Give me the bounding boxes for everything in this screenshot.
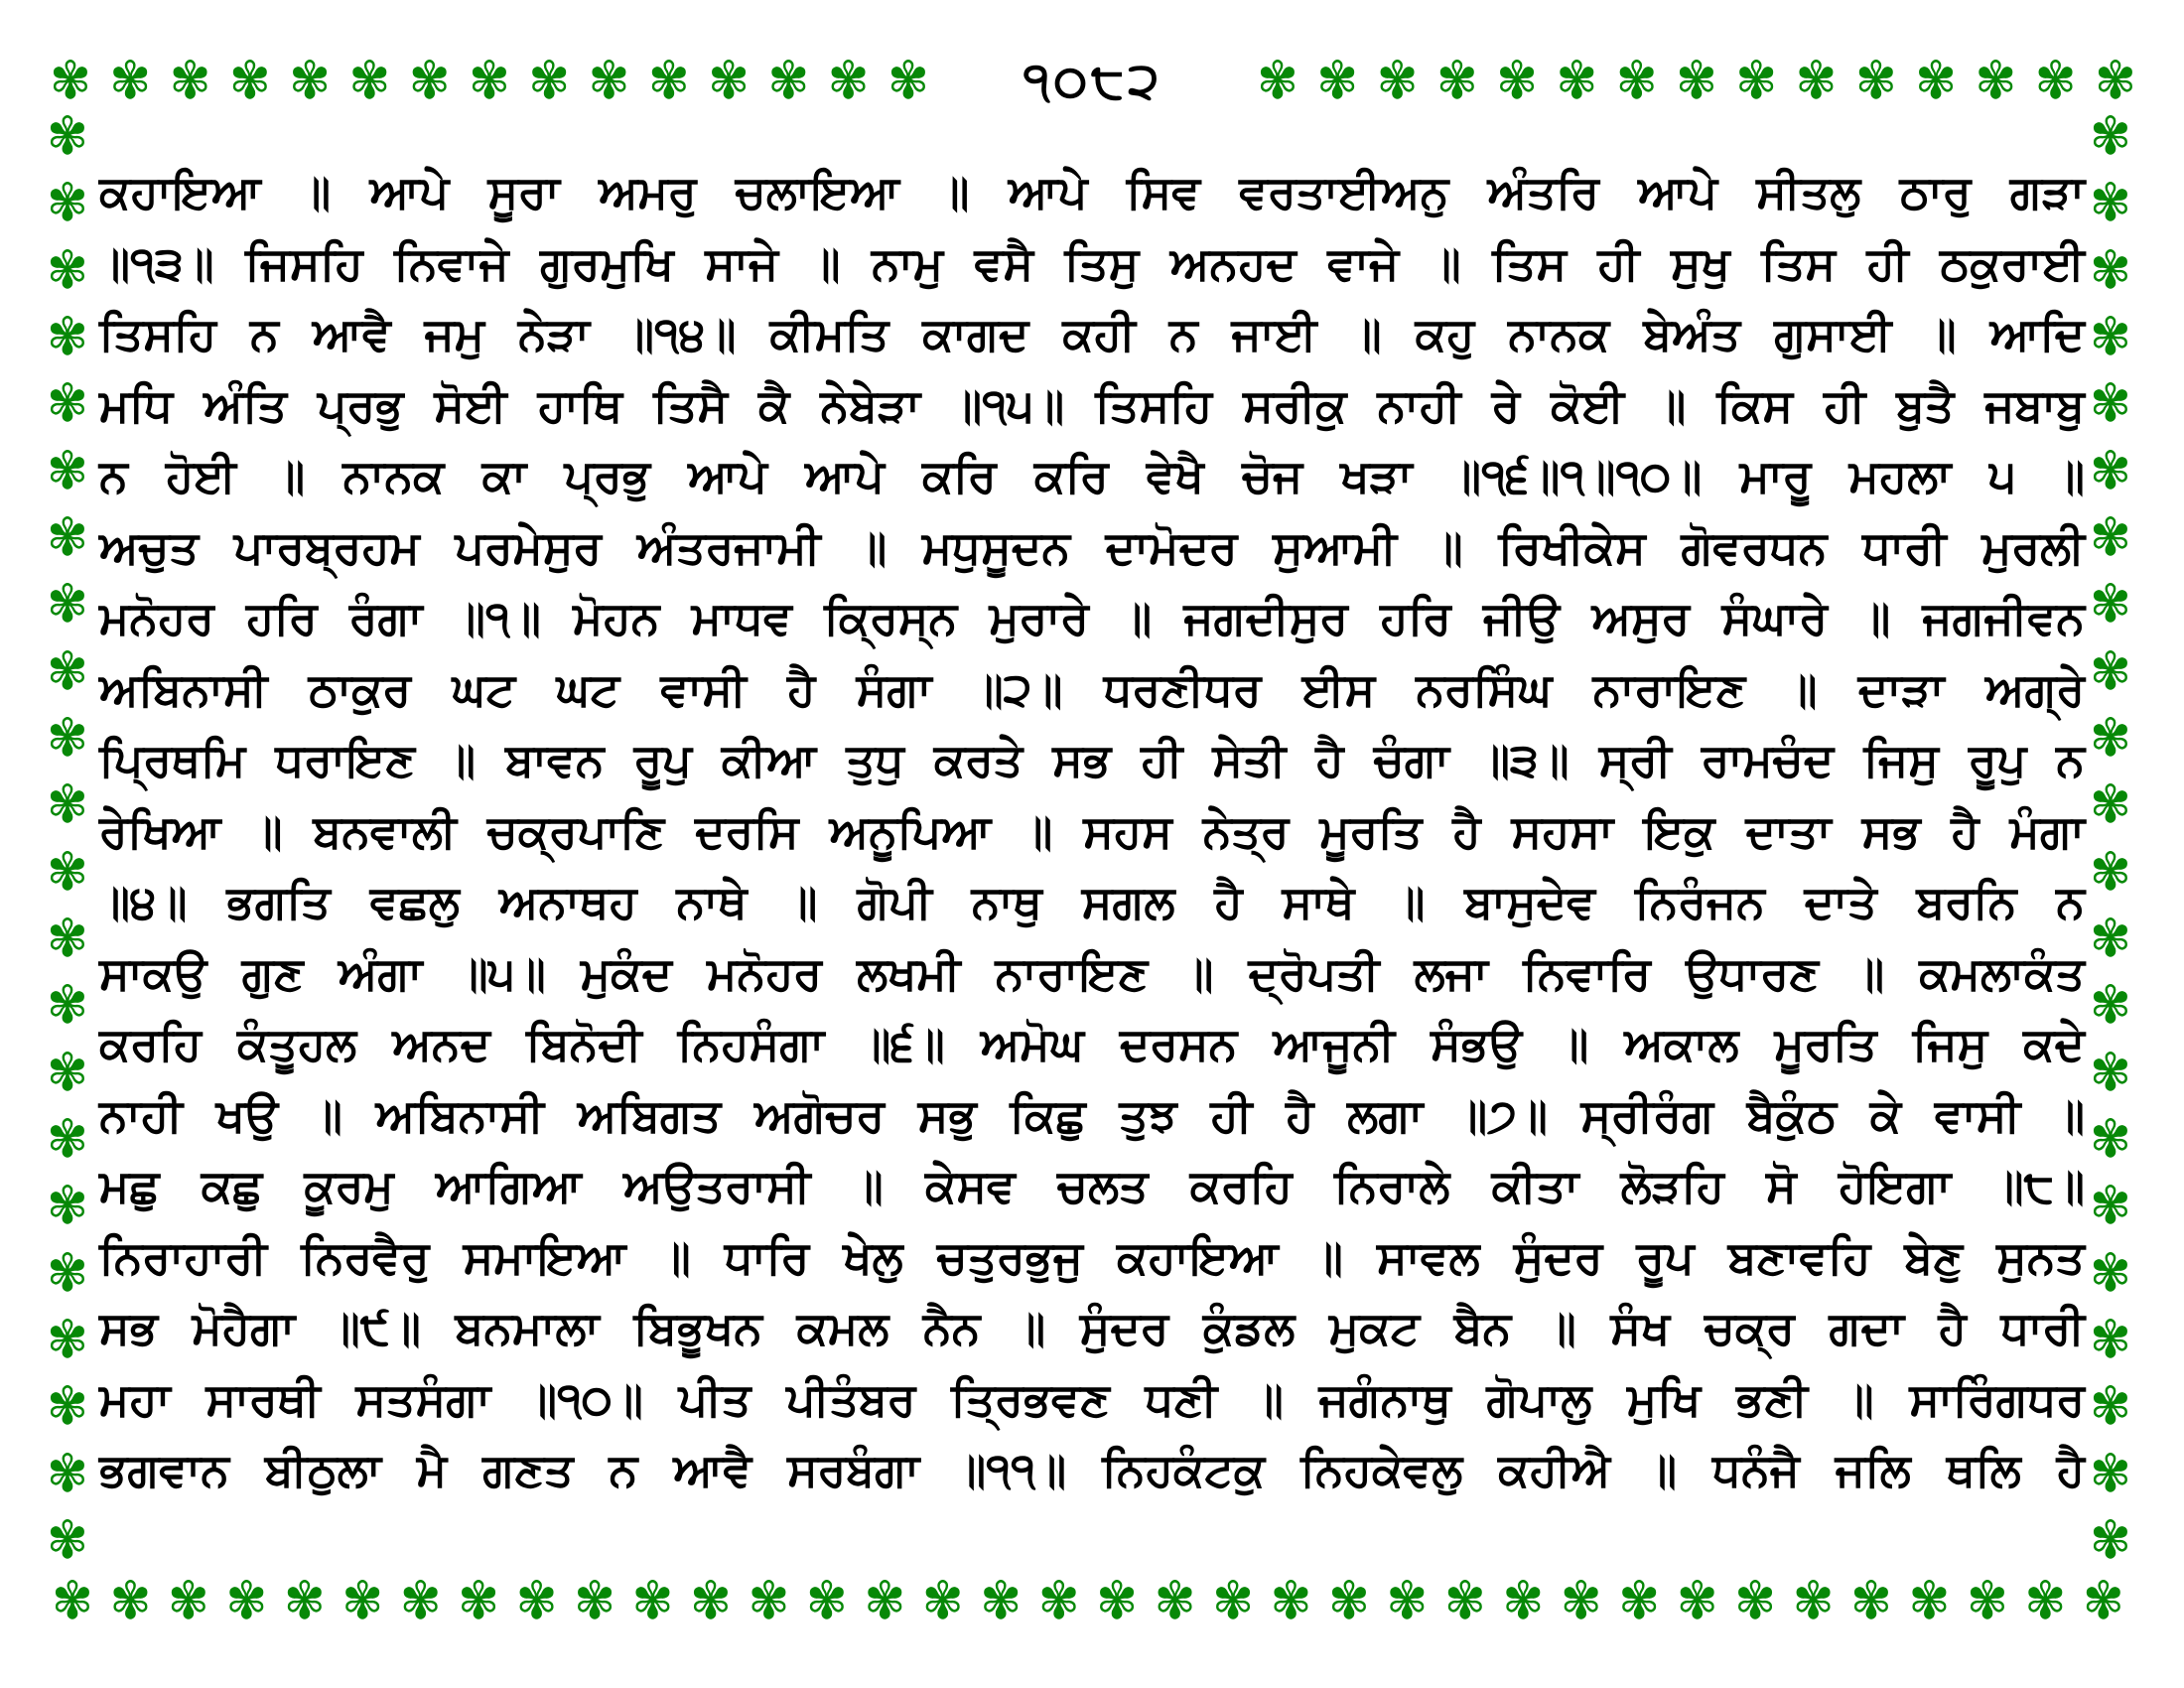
- flower-icon: ✾: [2090, 506, 2131, 568]
- flower-icon: ✾: [805, 1570, 848, 1631]
- flower-icon: ✾: [225, 1570, 268, 1631]
- border-top: [50, 48, 2136, 113]
- flower-icon: ✾: [47, 1375, 88, 1437]
- flower-icon: ✾: [47, 1242, 88, 1304]
- flower-icon: ✾: [2090, 974, 2131, 1036]
- flower-icon: ✾: [2090, 908, 2131, 969]
- text-line: ਸਾਕਉ ਗੁਣ ਅੰਗਾ ॥੫॥ ਮੁਕੰਦ ਮਨੋਹਰ ਲਖਮੀ ਨਾਰਾਇਣ ॥ ਦ੍ਰੋਪਤੀ ਲਜਾ ਨਿਵਾਰਿ ਉਧਾਰਣ ॥ ਕਮਲਾਕੰਤ: [99, 945, 2085, 1000]
- flower-icon: ✾: [169, 50, 211, 111]
- flower-icon: ✾: [1327, 1570, 1370, 1631]
- flower-icon: ✾: [47, 707, 88, 769]
- text-line: ਕਰਹਿ ਕੰਤੂਹਲ ਅਨਦ ਬਿਨੋਦੀ ਨਿਹਸੰਗਾ ॥੬॥ ਅਮੋਘ ਦਰਸਨ ਆਜੂਨੀ ਸੰਭਉ ॥ ਅਕਾਲ ਮੂਰਤਿ ਜਿਸੁ ਕਦੇ: [99, 1017, 2085, 1070]
- flower-icon: ✾: [289, 50, 332, 111]
- flower-icon: ✾: [689, 1570, 732, 1631]
- flower-icon: ✾: [2090, 1443, 2131, 1504]
- flower-icon: ✾: [1270, 1570, 1312, 1631]
- flower-icon: ✾: [341, 1570, 384, 1631]
- flower-icon: ✾: [1734, 1570, 1777, 1631]
- flower-icon: ✾: [1792, 1570, 1835, 1631]
- flower-icon: ✾: [748, 1570, 790, 1631]
- flower-icon: ✾: [47, 573, 88, 634]
- flower-icon: ✾: [2090, 707, 2131, 769]
- flower-icon: ✾: [1212, 1570, 1254, 1631]
- text-line: ਮਛੁ ਕਛੁ ਕੂਰਮੁ ਆਗਿਆ ਅਉਤਰਾਸੀ ॥ ਕੇਸਵ ਚਲਤ ਕਰਹਿ ਨਿਰਾਲੇ ਕੀਤਾ ਲੋੜਹਿ ਸੋ ਹੋਇਗਾ ॥੮॥: [99, 1159, 2085, 1212]
- flower-icon: ✾: [47, 974, 88, 1036]
- text-line: ਅਬਿਨਾਸੀ ਠਾਕੁਰ ਘਟ ਘਟ ਵਾਸੀ ਹੈ ਸੰਗਾ ॥੨॥ ਧਰਣੀਧਰ ਈਸ ਨਰਸਿੰਘ ਨਾਰਾਇਣ ॥ ਦਾੜਾ ਅਗ੍ਰੇ: [99, 661, 2085, 716]
- flower-icon: ✾: [647, 50, 690, 111]
- flower-icon: ✾: [2094, 50, 2136, 111]
- flower-icon: ✾: [1676, 1570, 1718, 1631]
- text-line: ਤਿਸਹਿ ਨ ਆਵੈ ਜਮੁ ਨੇੜਾ ॥੧੪॥ ਕੀਮਤਿ ਕਾਗਦ ਕਹੀ ਨ ਜਾਈ ॥ ਕਹੁ ਨਾਨਕ ਬੇਅੰਤ ਗੁਸਾਈ ॥ ਆਦਿ: [99, 307, 2085, 360]
- flower-icon: ✾: [2090, 640, 2131, 702]
- flower-icon: ✾: [2090, 1242, 2131, 1304]
- flower-icon: ✾: [50, 50, 91, 111]
- flower-icon: ✾: [47, 1309, 88, 1370]
- flower-icon: ✾: [2082, 1570, 2124, 1631]
- flower-icon: ✾: [2090, 1108, 2131, 1170]
- flower-icon: ✾: [1915, 50, 1957, 111]
- border-top-right-flowers: [1257, 50, 2136, 111]
- flower-icon: ✾: [1560, 1570, 1602, 1631]
- flower-icon: ✾: [458, 1570, 500, 1631]
- flower-icon: ✾: [348, 50, 391, 111]
- flower-icon: ✾: [2090, 239, 2131, 301]
- flower-icon: ✾: [1795, 50, 1838, 111]
- flower-icon: ✾: [1386, 1570, 1429, 1631]
- flower-icon: ✾: [47, 105, 88, 167]
- flower-icon: ✾: [47, 372, 88, 434]
- text-line: ਨਿਰਾਹਾਰੀ ਨਿਰਵੈਰੁ ਸਮਾਇਆ ॥ ਧਾਰਿ ਖੇਲੁ ਚਤੁਰਭੁਜੁ ਕਹਾਇਆ ॥ ਸਾਵਲ ਸੁੰਦਰ ਰੂਪ ਬਣਾਵਹਿ ਬੇਣੁ ਸੁਨਤ: [99, 1229, 2085, 1284]
- flower-icon: ✾: [47, 774, 88, 835]
- flower-icon: ✾: [921, 1570, 964, 1631]
- flower-icon: ✾: [2090, 105, 2131, 167]
- flower-icon: ✾: [1435, 50, 1478, 111]
- flower-icon: ✾: [1496, 50, 1539, 111]
- flower-icon: ✾: [47, 172, 88, 233]
- border-bottom: [52, 1569, 2124, 1632]
- flower-icon: ✾: [980, 1570, 1023, 1631]
- flower-icon: ✾: [1618, 1570, 1661, 1631]
- flower-icon: ✾: [47, 908, 88, 969]
- flower-icon: ✾: [515, 1570, 558, 1631]
- flower-icon: ✾: [408, 50, 451, 111]
- flower-icon: ✾: [1154, 1570, 1196, 1631]
- flower-icon: ✾: [109, 1570, 152, 1631]
- flower-icon: ✾: [1556, 50, 1598, 111]
- flower-icon: ✾: [47, 306, 88, 367]
- text-line: ਮਨੋਹਰ ਹਰਿ ਰੰਗਾ ॥੧॥ ਮੋਹਨ ਮਾਧਵ ਕ੍ਰਿਸ੍ਨ ਮੁਰਾਰੇ ॥ ਜਗਦੀਸੁਰ ਹਰਿ ਜੀਉ ਅਸੁਰ ਸੰਘਾਰੇ ॥ ਜਗਜੀਵਨ: [99, 591, 2085, 644]
- flower-icon: ✾: [47, 506, 88, 568]
- border-right: [2081, 105, 2140, 1571]
- flower-icon: ✾: [2090, 1375, 2131, 1437]
- flower-icon: ✾: [2090, 372, 2131, 434]
- text-line: ਮਹਾ ਸਾਰਥੀ ਸਤਸੰਗਾ ॥੧੦॥ ਪੀਤ ਪੀਤੰਬਰ ਤ੍ਰਿਭਵਣ ਧਣੀ ॥ ਜਗੰਨਾਥੁ ਗੋਪਾਲੁ ਮੁਖਿ ਭਣੀ ॥ ਸਾਰਿੰਗਧਰ: [99, 1371, 2085, 1426]
- flower-icon: ✾: [1096, 1570, 1139, 1631]
- flower-icon: ✾: [468, 50, 510, 111]
- flower-icon: ✾: [47, 640, 88, 702]
- text-line: ਕਹਾਇਆ ॥ ਆਪੇ ਸੂਰਾ ਅਮਰੁ ਚਲਾਇਆ ॥ ਆਪੇ ਸਿਵ ਵਰਤਾਈਅਨੁ ਅੰਤਰਿ ਆਪੇ ਸੀਤਲੁ ਠਾਰੁ ਗੜਾ: [99, 165, 2085, 218]
- flower-icon: ✾: [1376, 50, 1419, 111]
- flower-icon: ✾: [47, 1108, 88, 1170]
- flower-icon: ✾: [2090, 306, 2131, 367]
- flower-icon: ✾: [47, 1509, 88, 1571]
- flower-icon: ✾: [47, 440, 88, 501]
- text-line: ਅਚੁਤ ਪਾਰਬ੍ਰਹਮ ਪਰਮੇਸੁਰ ਅੰਤਰਜਾਮੀ ॥ ਮਧੁਸੂਦਨ ਦਾਮੋਦਰ ਸੁਆਮੀ ॥ ਰਿਖੀਕੇਸ ਗੋਵਰਧਨ ਧਾਰੀ ਮੁਰਲੀ: [99, 519, 2085, 574]
- flower-icon: ✾: [631, 1570, 674, 1631]
- text-line: ॥੧੩॥ ਜਿਸਹਿ ਨਿਵਾਜੇ ਗੁਰਮੁਖਿ ਸਾਜੇ ॥ ਨਾਮੁ ਵਸੈ ਤਿਸੁ ਅਨਹਦ ਵਾਜੇ ॥ ਤਿਸ ਹੀ ਸੁਖੁ ਤਿਸ ਹੀ ਠਕੁਰਾਈ: [99, 235, 2085, 290]
- text-line: ॥੪॥ ਭਗਤਿ ਵਛਲੁ ਅਨਾਥਹ ਨਾਥੇ ॥ ਗੋਪੀ ਨਾਥੁ ਸਗਲ ਹੈ ਸਾਥੇ ॥ ਬਾਸੁਦੇਵ ਨਿਰੰਜਨ ਦਾਤੇ ਬਰਨਿ ਨ: [99, 875, 2085, 928]
- flower-icon: ✾: [2090, 573, 2131, 634]
- flower-icon: ✾: [2090, 774, 2131, 835]
- flower-icon: ✾: [864, 1570, 906, 1631]
- flower-icon: ✾: [1615, 50, 1658, 111]
- flower-icon: ✾: [1966, 1570, 2008, 1631]
- flower-icon: ✾: [528, 50, 571, 111]
- flower-icon: ✾: [1443, 1570, 1486, 1631]
- flower-icon: ✾: [2090, 841, 2131, 903]
- flower-icon: ✾: [47, 1042, 88, 1103]
- flower-icon: ✾: [2090, 1042, 2131, 1103]
- flower-icon: ✾: [167, 1570, 209, 1631]
- flower-icon: ✾: [1502, 1570, 1545, 1631]
- flower-icon: ✾: [1675, 50, 1717, 111]
- flower-icon: ✾: [399, 1570, 442, 1631]
- flower-icon: ✾: [47, 239, 88, 301]
- scripture-text: [99, 157, 2085, 1506]
- flower-icon: ✾: [2090, 1175, 2131, 1236]
- flower-icon: ✾: [283, 1570, 326, 1631]
- border-left: [38, 105, 97, 1571]
- flower-icon: ✾: [1908, 1570, 1951, 1631]
- flower-icon: ✾: [2090, 1509, 2131, 1571]
- flower-icon: ✾: [1854, 50, 1897, 111]
- flower-icon: ✾: [1975, 50, 2017, 111]
- flower-icon: ✾: [2034, 50, 2077, 111]
- text-line: ਰੇਖਿਆ ॥ ਬਨਵਾਲੀ ਚਕ੍ਰਪਾਣਿ ਦਰਸਿ ਅਨੂਪਿਆ ॥ ਸਹਸ ਨੇਤ੍ਰ ਮੂਰਤਿ ਹੈ ਸਹਸਾ ਇਕੁ ਦਾਤਾ ਸਭ ਹੈ ਮੰਗਾ: [99, 803, 2085, 858]
- flower-icon: ✾: [1735, 50, 1778, 111]
- flower-icon: ✾: [1257, 50, 1298, 111]
- text-line: ਨਾਹੀ ਖਉ ॥ ਅਬਿਨਾਸੀ ਅਬਿਗਤ ਅਗੋਚਰ ਸਭੁ ਕਿਛੁ ਤੁਝ ਹੀ ਹੈ ਲਗਾ ॥੭॥ ਸ੍ਰੀਰੰਗ ਬੈਕੁੰਠ ਕੇ ਵਾਸੀ ॥: [99, 1087, 2085, 1142]
- page-number: ੧੦੮੨: [1023, 51, 1163, 109]
- text-line: ਸਭ ਮੋਹੈਗਾ ॥੯॥ ਬਨਮਾਲਾ ਬਿਭੂਖਨ ਕਮਲ ਨੈਨ ॥ ਸੁੰਦਰ ਕੁੰਡਲ ਮੁਕਟ ਬੈਨ ॥ ਸੰਖ ਚਕ੍ਰ ਗਦਾ ਹੈ ਧਾਰੀ: [99, 1301, 2085, 1354]
- text-line: ਮਧਿ ਅੰਤਿ ਪ੍ਰਭੁ ਸੋਈ ਹਾਥਿ ਤਿਸੈ ਕੈ ਨੇਬੇੜਾ ॥੧੫॥ ਤਿਸਹਿ ਸਰੀਕੁ ਨਾਹੀ ਰੇ ਕੋਈ ॥ ਕਿਸ ਹੀ ਬੁਤੈ ਜਬਾਬੁ: [99, 377, 2085, 432]
- flower-icon: ✾: [2090, 1309, 2131, 1370]
- flower-icon: ✾: [2090, 440, 2131, 501]
- flower-icon: ✾: [2090, 172, 2131, 233]
- flower-icon: ✾: [574, 1570, 615, 1631]
- flower-icon: ✾: [708, 50, 750, 111]
- flower-icon: ✾: [1850, 1570, 1892, 1631]
- flower-icon: ✾: [52, 1570, 93, 1631]
- text-line: ਪ੍ਰਿਥਮਿ ਧਰਾਇਣ ॥ ਬਾਵਨ ਰੂਪੁ ਕੀਆ ਤੁਧੁ ਕਰਤੇ ਸਭ ਹੀ ਸੇਤੀ ਹੈ ਚੰਗਾ ॥੩॥ ਸ੍ਰੀ ਰਾਮਚੰਦ ਜਿਸੁ ਰੂਪੁ ਨ: [99, 733, 2085, 786]
- flower-icon: ✾: [1316, 50, 1359, 111]
- flower-icon: ✾: [767, 50, 810, 111]
- border-top-left-flowers: [50, 50, 929, 111]
- flower-icon: ✾: [588, 50, 630, 111]
- flower-icon: ✾: [109, 50, 152, 111]
- flower-icon: ✾: [1037, 1570, 1080, 1631]
- text-line: ਭਗਵਾਨ ਬੀਠੁਲਾ ਮੈ ਗਣਤ ਨ ਆਵੈ ਸਰਬੰਗਾ ॥੧੧॥ ਨਿਹਕੰਟਕੁ ਨਿਹਕੇਵਲੁ ਕਹੀਐ ॥ ਧਨੰਜੈ ਜਲਿ ਥਲਿ ਹੈ: [99, 1443, 2085, 1496]
- text-line: ਨ ਹੋਈ ॥ ਨਾਨਕ ਕਾ ਪ੍ਰਭੁ ਆਪੇ ਆਪੇ ਕਰਿ ਕਰਿ ਵੇਖੈ ਚੋਜ ਖੜਾ ॥੧੬॥੧॥੧੦॥ ਮਾਰੂ ਮਹਲਾ ੫ ॥: [99, 449, 2085, 502]
- flower-icon: ✾: [47, 841, 88, 903]
- flower-icon: ✾: [47, 1443, 88, 1504]
- flower-icon: ✾: [47, 1175, 88, 1236]
- flower-icon: ✾: [887, 50, 929, 111]
- flower-icon: ✾: [827, 50, 870, 111]
- flower-icon: ✾: [2024, 1570, 2067, 1631]
- flower-icon: ✾: [228, 50, 271, 111]
